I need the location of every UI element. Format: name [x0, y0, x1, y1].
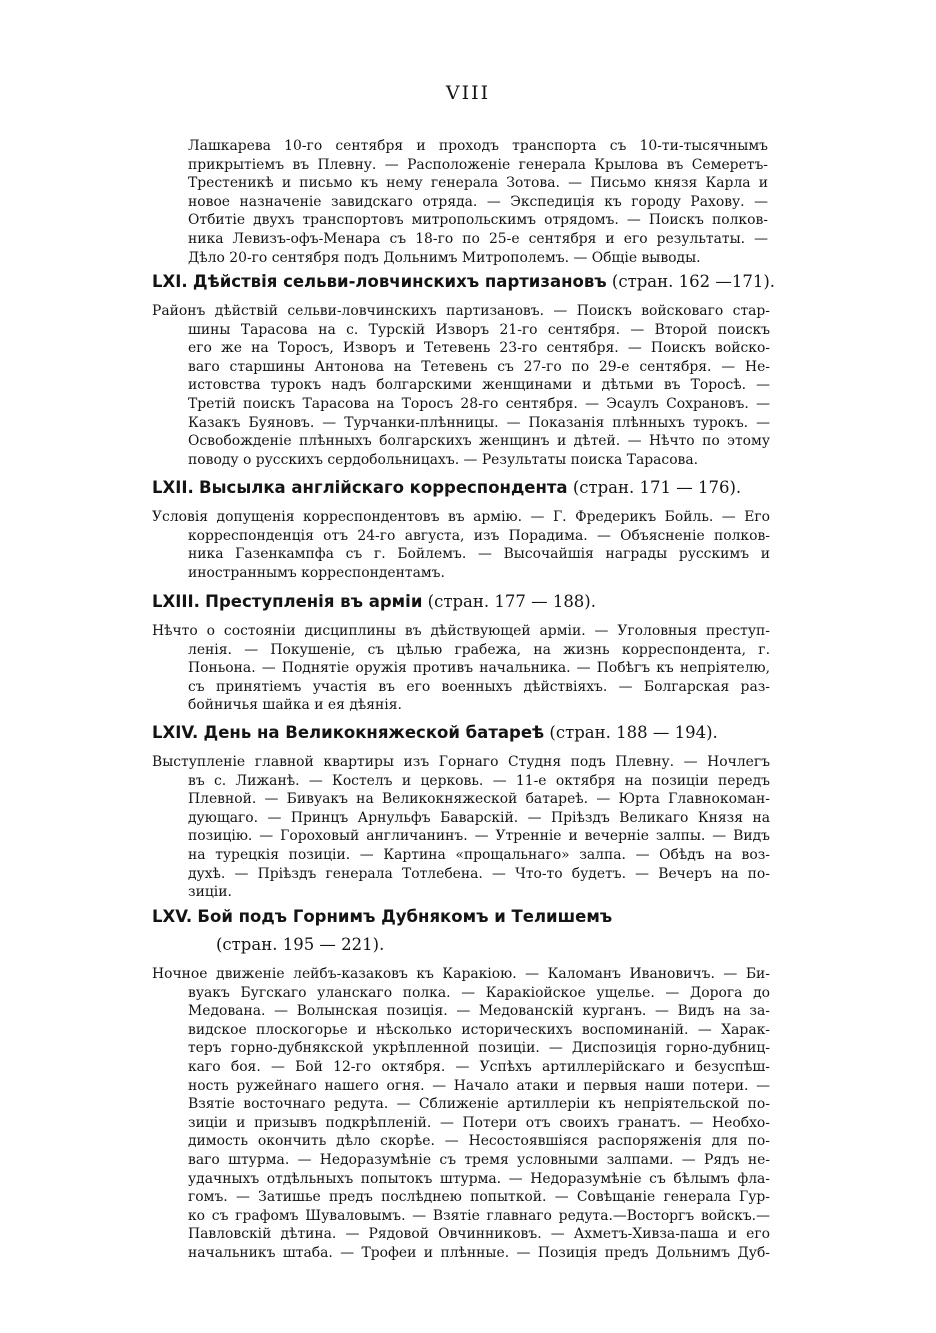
text-line: Лашкарева 10-го сентября и проходъ транспорта съ 10-ти-тысячнымъ	[188, 138, 768, 154]
text-line: теръ горно-дубнякской укрѣпленной позиціи. — Диспозиція горно-дубниц-	[188, 1040, 770, 1057]
text-line: духѣ. — Пріѣздъ генерала Тотлебена. — Что-то будетъ. — Вечеръ на по-	[188, 865, 770, 882]
text-line: димость окончить дѣло скорѣе. — Несостоявшіяся распоряженія для по-	[188, 1133, 770, 1150]
text-line: ника Газенкампфа съ г. Бойлемъ. — Высочайшія награды русскимъ и	[188, 546, 770, 563]
text-line: Павловскій дѣтина. — Рядовой Овчинниковъ. — Ахметъ-Хивза-паша и его	[188, 1226, 770, 1243]
text-line: шины Тарасова на с. Турскій Изворъ 21-го сентября. — Второй поискъ	[188, 321, 770, 338]
text-line: начальникъ штаба. — Трофеи и плѣнные. — Позиція предъ Дольнимъ Дуб-	[188, 1244, 770, 1261]
section-heading-lxv	[152, 907, 772, 926]
section-number: LXV.	[152, 907, 193, 926]
paragraph-continuation	[188, 137, 768, 267]
text-line: зиціи.	[188, 884, 232, 901]
page-number: VIII	[445, 82, 491, 104]
text-line: истовства турокъ надъ болгарскими женщинами и дѣтьми въ Торосѣ. —	[188, 377, 770, 394]
text-line: Освобожденіе плѣнныхъ болгарскихъ женщинъ и дѣтей. — Нѣчто по этому	[188, 433, 770, 450]
text-line: ко съ графомъ Шуваловымъ. — Взятіе главнаго редута.—Восторгъ войскъ.—	[188, 1207, 770, 1224]
text-line: ника Левизъ-офъ-Менара съ 18-го по 25-е сентября и его результаты. —	[188, 230, 768, 247]
text-line: ваго штурма. — Недоразумѣніе съ тремя условными залпами. — Рядъ не-	[188, 1151, 770, 1168]
text-line: на турецкія позиціи. — Картина «прощальнаго» залпа. — Обѣдъ на воз-	[188, 846, 770, 863]
text-line: Ночное движеніе лейбъ-казаковъ къ Каракіою. — Каломанъ Ивановичъ. — Би-	[152, 966, 770, 982]
text-line: Трестеникѣ и письмо къ нему генерала Зотова. — Письмо князя Карла и	[188, 175, 768, 192]
text-line: Нѣчто о состояніи дисциплины въ дѣйствующей арміи. — Уголовныя преступ-	[152, 623, 770, 639]
text-line: Третій поискъ Тарасова на Торосъ 28-го сентября. — Эсаулъ Сохрановъ. —	[188, 395, 770, 412]
text-line: съ принятіемъ участія въ его военныхъ дѣйствіяхъ. — Болгарская раз-	[188, 678, 770, 695]
section-title: Дѣйствія сельви-ловчинскихъ партизановъ	[192, 272, 607, 291]
text-line: ность ружейнаго нашего огня. — Начало атаки и первыя наши потери. —	[188, 1077, 770, 1094]
text-line: Казакъ Буяновъ. — Турчанки-плѣнницы. — Показанія плѣнныхъ турокъ. —	[188, 414, 770, 431]
text-line: Дѣло 20-го сентября подъ Дольнимъ Митрополемъ. — Общіе выводы.	[188, 249, 701, 266]
section-pages: (стран. 188 — 194).	[549, 723, 718, 742]
text-line: бойничья шайка и ея дѣянія.	[188, 697, 402, 714]
text-line: Плевной. — Бивуакъ на Великокняжеской батареѣ. — Юрта Главнокоман-	[188, 791, 770, 808]
text-line: Выступленіе главной квартиры изъ Горнаго Студня подъ Плевну. — Ночлегъ	[152, 754, 770, 770]
text-line: иностраннымъ корреспондентамъ.	[188, 564, 445, 581]
section-heading-lxi	[152, 272, 776, 291]
text-line: дующаго. — Принцъ Арнульфъ Баварскій. — Пріѣздъ Великаго Князя на	[188, 809, 770, 826]
section-number: LXII.	[152, 478, 194, 497]
section-pages: (стран. 162 —171).	[611, 272, 776, 291]
section-summary-lxi	[152, 302, 770, 469]
text-line: Районъ дѣйствій сельви-ловчинскихъ партизановъ. — Поискъ войсковаго стар-	[152, 303, 770, 319]
text-line: ваго старшины Антонова на Тетевень съ 27-го по 29-е сентября. — Не-	[188, 358, 770, 375]
section-heading-lxiii	[152, 592, 772, 611]
text-line: Отбитіе двухъ транспортовъ митропольскимъ отрядомъ. — Поискъ полков-	[188, 212, 768, 229]
text-line: новое назначеніе завидскаго отряда. — Экспедиція къ городу Рахову. —	[188, 193, 768, 210]
section-title: Высылка англійскаго корреспондента	[199, 478, 568, 497]
text-line: вуакъ Бугскаго уланскаго полка. — Каракіойское ущелье. — Дорога до	[188, 984, 770, 1001]
section-pages: (стран. 171 — 176).	[572, 478, 742, 497]
text-line: удачныхъ отдѣльныхъ попытокъ штурма. — Недоразумѣніе съ бѣлымъ фла-	[188, 1170, 770, 1187]
section-pages: (стран. 177 — 188).	[427, 592, 596, 611]
text-line: Медована. — Волынская позиція. — Медованскій курганъ. — Видъ на за-	[188, 1003, 770, 1020]
text-line: корреспонденція отъ 24-го августа, изъ Порадима. — Объясненіе полков-	[188, 527, 770, 544]
section-summary-lxv	[152, 965, 770, 1263]
section-number: LXI.	[152, 272, 188, 291]
section-heading-lxiv	[152, 723, 772, 742]
text-line: его же на Торосъ, Изворъ и Тетевень 23-го сентября. — Поискъ войско-	[188, 340, 770, 357]
section-summary-lxiv	[152, 753, 770, 902]
section-title: Преступленія въ арміи	[205, 592, 423, 611]
section-number: LXIII.	[152, 592, 200, 611]
text-line: въ с. Лижанѣ. — Костелъ и церковь. — 11-е октября на позиціи передъ	[188, 772, 770, 789]
section-heading-lxii	[152, 478, 772, 497]
text-line: Условія допущенія корреспондентовъ въ армію. — Г. Фредерикъ Бойль. — Его	[152, 509, 770, 525]
section-summary-lxiii	[152, 622, 770, 715]
text-line: ленія. — Покушеніе, съ цѣлью грабежа, на жизнь корреспондента, г. Поньона. — Поднятіе оружія противъ начальника. — Побѣгъ къ непріятелю,	[188, 641, 770, 677]
text-line: гомъ. — Затишье предъ послѣднею попыткой. — Совѣщаніе генерала Гур-	[188, 1189, 770, 1206]
section-title: День на Великокняжеской батареѣ	[203, 723, 545, 742]
section-pages: (стран. 195 — 221).	[216, 935, 385, 954]
text-line: видское плоскогорье и нѣсколько историческихъ воспоминаній. — Харак-	[188, 1021, 770, 1038]
section-title: Бой подъ Горнимъ Дубнякомъ и Телишемъ	[197, 907, 613, 926]
text-line: позицію. — Гороховый англичанинъ. — Утренніе и вечерніе залпы. — Видъ	[188, 828, 770, 845]
section-summary-lxii	[152, 508, 770, 582]
section-number: LXIV.	[152, 723, 199, 742]
text-line: зиціи и призывъ подкрѣпленій. — Потери отъ своихъ гранатъ. — Необхо-	[188, 1114, 770, 1131]
text-line: каго боя. — Бой 12-го октября. — Успѣхъ артиллерійскаго и безуспѣш-	[188, 1058, 770, 1075]
text-line: Взятіе восточнаго редута. — Сближеніе артиллеріи къ непріятельской по-	[188, 1096, 770, 1113]
text-line: поводу о русскихъ сердобольницахъ. — Результаты поиска Тарасова.	[188, 451, 699, 468]
text-line: прикрытіемъ въ Плевну. — Расположеніе генерала Крылова въ Семеретъ-	[188, 156, 768, 173]
